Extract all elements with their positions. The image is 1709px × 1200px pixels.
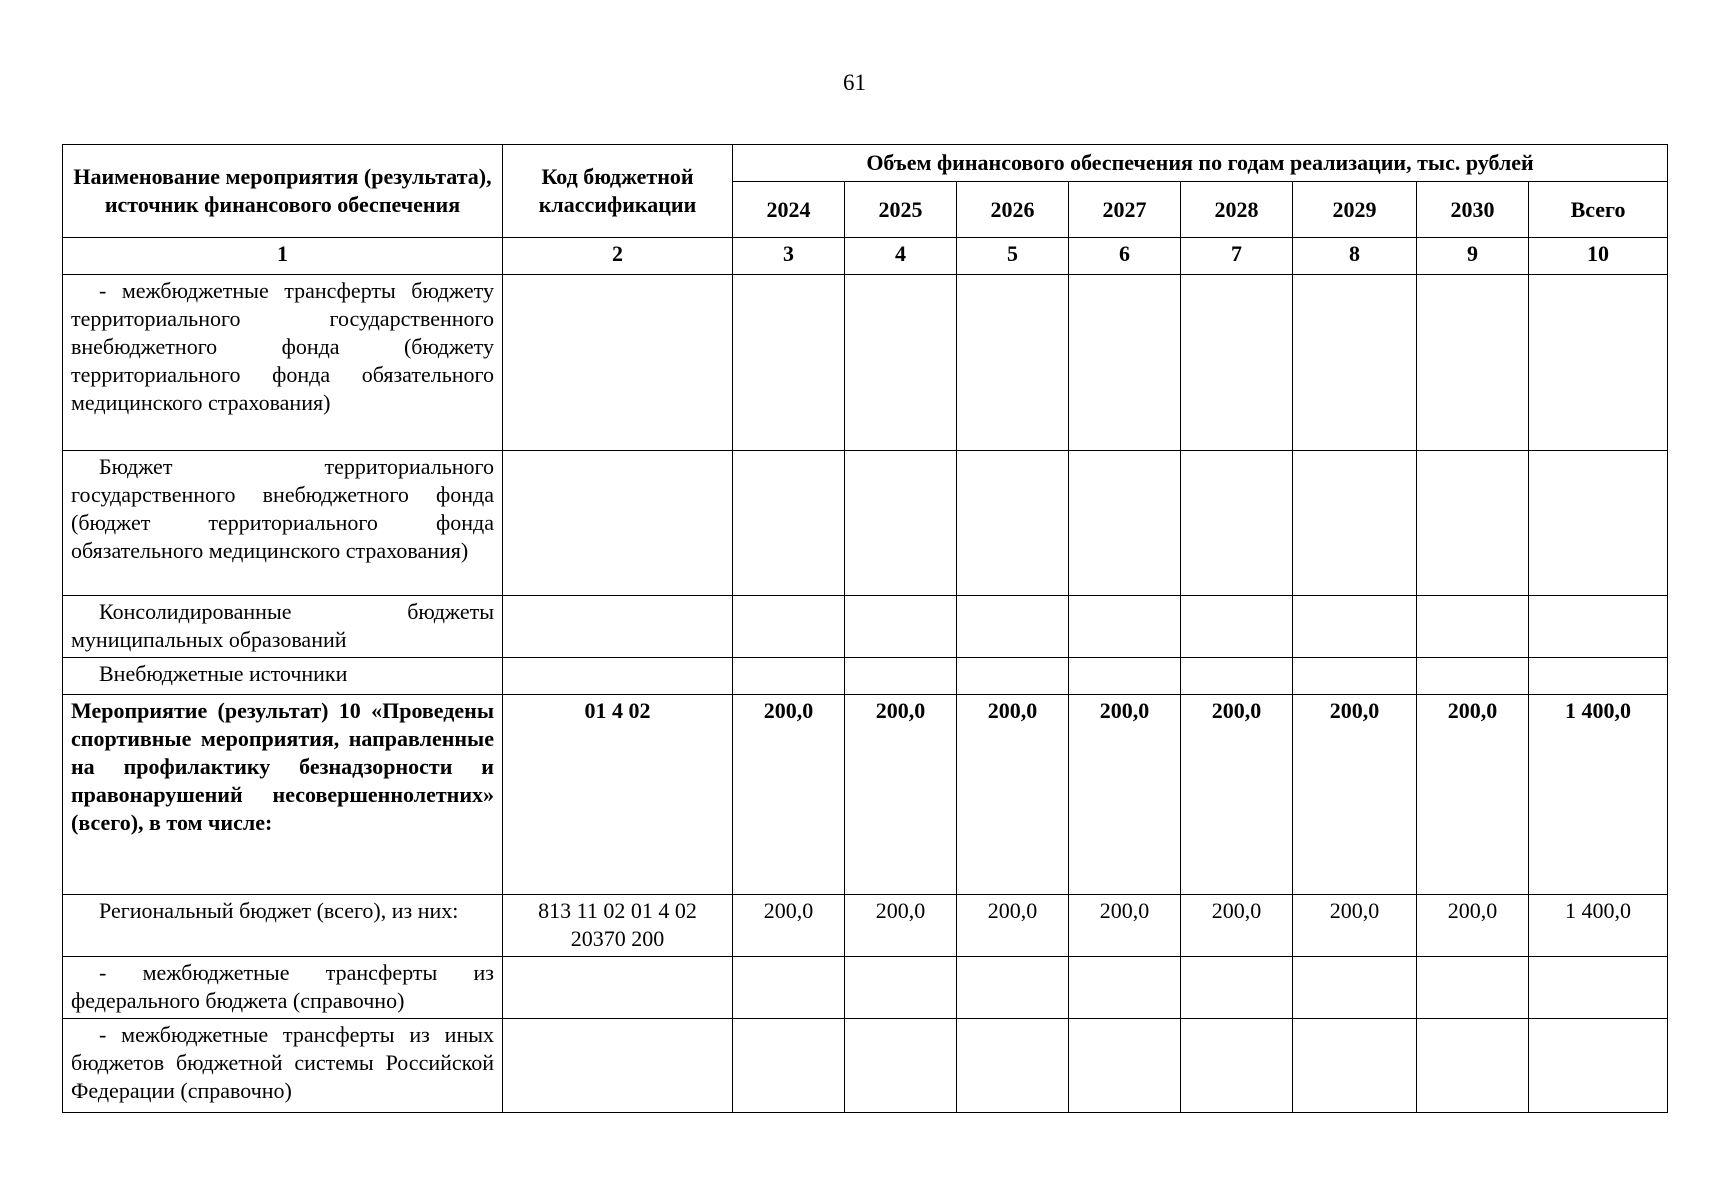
column-number: 2 <box>503 238 733 275</box>
row-value <box>733 658 845 695</box>
row-value <box>845 658 957 695</box>
row-name: Консолидированные бюджеты муниципальных образований <box>63 596 503 658</box>
column-number: 1 <box>63 238 503 275</box>
column-number: 6 <box>1069 238 1181 275</box>
row-name: Региональный бюджет (всего), из них: <box>63 895 503 957</box>
row-code: 813 11 02 01 4 02 20370 200 <box>503 895 733 957</box>
column-number: 9 <box>1417 238 1529 275</box>
row-value <box>1069 596 1181 658</box>
row-value: 200,0 <box>957 895 1069 957</box>
row-value: 1 400,0 <box>1529 895 1668 957</box>
column-number: 5 <box>957 238 1069 275</box>
row-value <box>1293 275 1417 451</box>
row-value <box>1293 957 1417 1019</box>
row-value <box>845 275 957 451</box>
row-value <box>1069 451 1181 596</box>
header-year: 2026 <box>957 182 1069 238</box>
table-row <box>63 957 1668 1019</box>
row-value: 200,0 <box>845 695 957 895</box>
column-number: 8 <box>1293 238 1417 275</box>
row-name: Внебюджетные источники <box>63 658 503 695</box>
header-year: 2025 <box>845 182 957 238</box>
row-value <box>1181 451 1293 596</box>
row-value <box>1181 957 1293 1019</box>
row-value <box>1417 451 1529 596</box>
row-value <box>1181 658 1293 695</box>
row-value <box>1529 451 1668 596</box>
row-value <box>1293 596 1417 658</box>
row-value <box>1293 451 1417 596</box>
row-value: 200,0 <box>733 695 845 895</box>
row-value <box>1417 957 1529 1019</box>
row-value <box>1069 275 1181 451</box>
row-code <box>503 451 733 596</box>
row-name: Мероприятие (результат) 10 «Проведены спортивные мероприятия, направленные на профилактику безнадзорности и правонарушений несовершеннолетних» (всего), в том числе: <box>63 695 503 895</box>
row-value <box>1181 275 1293 451</box>
table-row <box>63 451 1668 596</box>
row-value <box>1529 1019 1668 1113</box>
row-value <box>957 957 1069 1019</box>
row-value: 200,0 <box>733 895 845 957</box>
column-number: 4 <box>845 238 957 275</box>
row-value <box>1417 1019 1529 1113</box>
row-value: 200,0 <box>1069 695 1181 895</box>
row-value <box>1529 957 1668 1019</box>
header-year: 2024 <box>733 182 845 238</box>
row-value <box>957 658 1069 695</box>
row-value <box>733 275 845 451</box>
row-value: 1 400,0 <box>1529 695 1668 895</box>
row-value: 200,0 <box>1417 695 1529 895</box>
row-value <box>1069 957 1181 1019</box>
budget-table <box>62 144 1668 1113</box>
row-value: 200,0 <box>1069 895 1181 957</box>
row-name: - межбюджетные трансферты из иных бюджетов бюджетной системы Российской Федерации (справочно) <box>63 1019 503 1113</box>
row-code <box>503 957 733 1019</box>
row-value <box>957 275 1069 451</box>
row-value <box>733 451 845 596</box>
row-value <box>1529 658 1668 695</box>
column-number-row <box>63 238 1668 275</box>
row-value: 200,0 <box>845 895 957 957</box>
table-row <box>63 895 1668 957</box>
table-row <box>63 695 1668 895</box>
header-year: 2029 <box>1293 182 1417 238</box>
row-value <box>733 957 845 1019</box>
row-code: 01 4 02 <box>503 695 733 895</box>
table-row <box>63 596 1668 658</box>
row-value <box>957 596 1069 658</box>
header-funding: Объем финансового обеспечения по годам реализации, тыс. рублей <box>733 145 1668 182</box>
header-total: Всего <box>1529 182 1668 238</box>
row-name: - межбюджетные трансферты бюджету территориального государственного внебюджетного фонда (бюджету территориального фонда обязательного медицинского страхования) <box>63 275 503 451</box>
row-value <box>845 596 957 658</box>
row-name: - межбюджетные трансферты из федерального бюджета (справочно) <box>63 957 503 1019</box>
header-year: 2027 <box>1069 182 1181 238</box>
page-number: 61 <box>843 70 866 95</box>
row-value <box>1293 658 1417 695</box>
table-row <box>63 658 1668 695</box>
row-value <box>733 596 845 658</box>
row-value <box>957 1019 1069 1113</box>
row-code <box>503 275 733 451</box>
row-value: 200,0 <box>957 695 1069 895</box>
row-value: 200,0 <box>1293 895 1417 957</box>
row-value <box>1293 1019 1417 1113</box>
row-value <box>1181 1019 1293 1113</box>
row-value <box>845 1019 957 1113</box>
row-value <box>1069 658 1181 695</box>
row-value <box>1417 275 1529 451</box>
row-code <box>503 1019 733 1113</box>
row-value: 200,0 <box>1293 695 1417 895</box>
row-value <box>1529 596 1668 658</box>
header-row-top <box>63 145 1668 182</box>
row-name: Бюджет территориального государственного внебюджетного фонда (бюджет территориального фонда обязательного медицинского страхования) <box>63 451 503 596</box>
header-year: 2028 <box>1181 182 1293 238</box>
row-code <box>503 658 733 695</box>
row-value <box>957 451 1069 596</box>
header-code: Код бюджетной классификации <box>503 145 733 238</box>
header-name: Наименование мероприятия (результата), источник финансового обеспечения <box>63 145 503 238</box>
row-value: 200,0 <box>1417 895 1529 957</box>
header-year: 2030 <box>1417 182 1529 238</box>
row-value <box>1417 658 1529 695</box>
row-value: 200,0 <box>1181 895 1293 957</box>
row-value <box>1529 275 1668 451</box>
table-row <box>63 1019 1668 1113</box>
row-code <box>503 596 733 658</box>
row-value <box>1417 596 1529 658</box>
column-number: 3 <box>733 238 845 275</box>
row-value <box>845 451 957 596</box>
row-value <box>1181 596 1293 658</box>
column-number: 10 <box>1529 238 1668 275</box>
column-number: 7 <box>1181 238 1293 275</box>
row-value: 200,0 <box>1181 695 1293 895</box>
table-row <box>63 275 1668 451</box>
row-value <box>1069 1019 1181 1113</box>
row-value <box>845 957 957 1019</box>
row-value <box>733 1019 845 1113</box>
